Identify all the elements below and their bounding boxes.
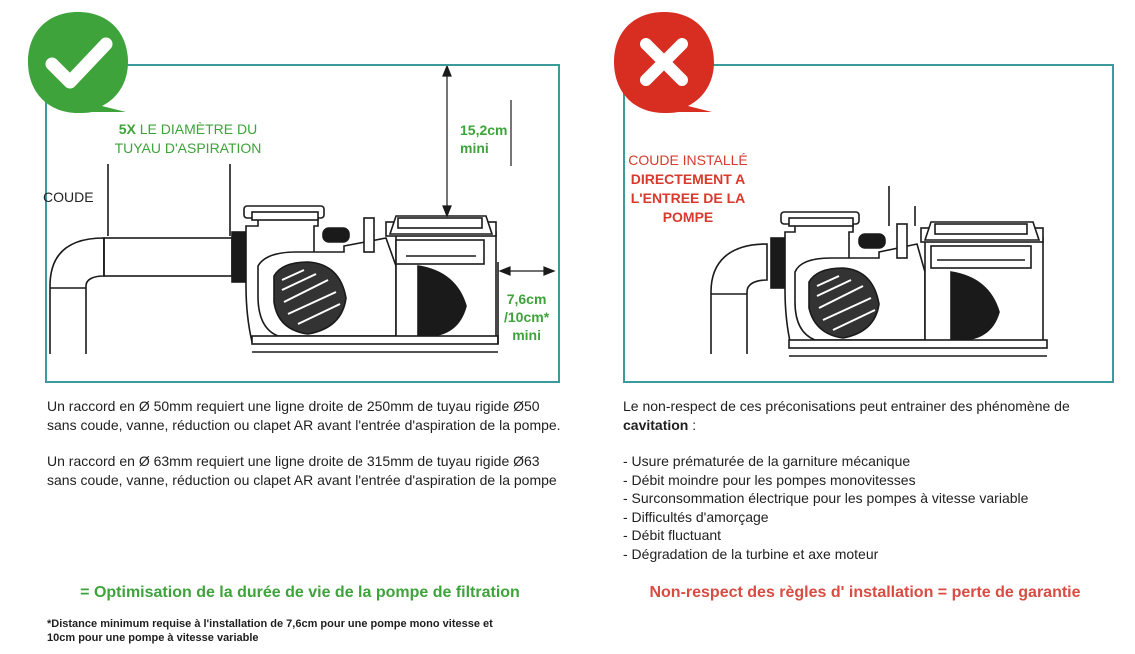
intro-end: : bbox=[688, 416, 697, 433]
pump-correct-install-drawing bbox=[46, 66, 558, 382]
elbow-warning-line-4: POMPE bbox=[662, 209, 714, 225]
side-clearance-mini: mini bbox=[512, 327, 541, 343]
top-clearance-label bbox=[460, 121, 507, 157]
list-item: - Dégradation de la turbine et axe moteur bbox=[623, 545, 879, 562]
list-item: - Débit moindre pour les pompes monovitesses bbox=[623, 471, 916, 488]
intro-text: Le non-respect de ces préconisations peut entrainer des phénomène de bbox=[623, 398, 1070, 414]
list-item: - Difficultés d'amorçage bbox=[623, 508, 769, 525]
cavitation-effects-list bbox=[623, 452, 1123, 563]
diameter-text-2: TUYAU D'ASPIRATION bbox=[114, 140, 262, 156]
right-description bbox=[623, 397, 1123, 563]
elbow-warning-line-2: DIRECTEMENT A bbox=[630, 171, 746, 187]
diameter-text-1: LE DIAMÈTRE DU bbox=[139, 121, 258, 137]
elbow-warning-line-3: L'ENTREE DE LA bbox=[630, 190, 746, 206]
multiplier-text: 5X bbox=[118, 121, 136, 137]
side-clearance-value-1: 7,6cm bbox=[506, 291, 547, 307]
cavitation-word: cavitation bbox=[623, 416, 689, 433]
footnote-line-1: *Distance minimum requise à l'installation de 7,6cm pour une pompe mono vitesse et bbox=[47, 618, 493, 630]
top-clearance-mini: mini bbox=[460, 140, 489, 156]
cavitation-intro bbox=[623, 397, 1123, 434]
left-conclusion: = Optimisation de la durée de vie de la pompe de filtration bbox=[80, 584, 520, 601]
list-item: - Surconsommation électrique pour les pompes à vitesse variable bbox=[623, 490, 1029, 506]
paragraph-63mm: Un raccord en Ø 63mm requiert une ligne droite de 315mm de tuyau rigide Ø63 sans coude, vanne, réduction ou clapet AR avant l'entrée d'aspiration de la pompe bbox=[47, 453, 557, 488]
top-clearance-value: 15,2cm bbox=[460, 122, 508, 138]
footnote-line-2: 10cm pour une pompe à vitesse variable bbox=[47, 632, 259, 644]
suction-diameter-label bbox=[88, 120, 288, 158]
elbow-warning-line-1: COUDE INSTALLÉ bbox=[628, 152, 748, 168]
left-description bbox=[47, 397, 567, 507]
paragraph-50mm: Un raccord en Ø 50mm requiert une ligne droite de 250mm de tuyau rigide Ø50 sans coude, vanne, réduction ou clapet AR avant l'entrée d'aspiration de la pompe. bbox=[47, 398, 561, 433]
right-conclusion: Non-respect des règles d' installation = perte de garantie bbox=[649, 584, 1081, 601]
coude-label: COUDE bbox=[43, 189, 94, 205]
side-clearance-label bbox=[504, 290, 549, 344]
elbow-warning-label bbox=[628, 151, 748, 227]
side-clearance-value-2: /10cm* bbox=[504, 309, 550, 325]
footnote bbox=[47, 617, 567, 645]
list-item: - Débit fluctuant bbox=[623, 527, 722, 543]
list-item: - Usure prématurée de la garniture mécanique bbox=[623, 453, 911, 469]
